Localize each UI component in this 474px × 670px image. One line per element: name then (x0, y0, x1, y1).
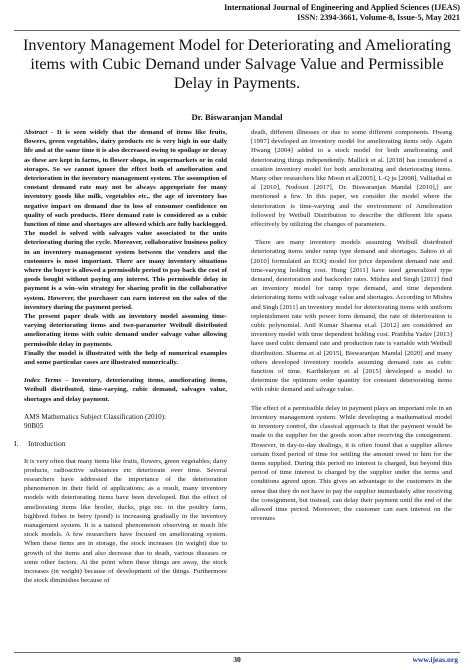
header-rule (14, 30, 460, 31)
abstract-paragraph-2: The present paper deals with an inventory model assuming time-varying deteriorating items and two-parameter Weibull distributed ameliorating items with cubic demand under salvage value allowing permissible delay in payments. (24, 313, 227, 348)
journal-header (224, 3, 460, 23)
index-terms-label: Index Terms (24, 377, 62, 385)
ams-classification (24, 413, 227, 431)
index-terms-text: - Inventory, deteriorating items, ameliorating items, Weibull distributed, time-varying, cubic demand, salvages value, shortages and delay payment. (24, 377, 228, 403)
journal-name: International Journal of Engineering and Applied Sciences (IJEAS) (224, 3, 460, 12)
intro-paragraph: It is very often that many items like fruits, flowers, green vegetables, dairy products, radioactive substances etc deteriorate over time. Several researchers have addressed the importance of the deterioration phenomenon in their field of applications; as a result, many inventory models with deteriorating items have been developed. But the effect of ameliorating items like broiler, ducks, pigs etc. in the poultry farm, highbred fishes in berry (pond) is increasing gradually in the inventory management system. It is a natural phenomenon observing in much life stock models. A few researchers have focused on ameliorating system. When these items are in storage, the stock increases (in weight) due to growth of the items and also decrease due to death, various diseases or some other factors. At the point when these things are away, the stock increases (in weight) because of development of the things. Furthermore the stock diminishes because of (24, 457, 227, 585)
right-paragraph-3: The effect of a permissible delay in payment plays an important role in an inventory management system. While developing a mathematical model in inventory control, the classical approach is that the payment would be made to the supplier for the goods soon after receiving the consignment. However, in day-to-day dealings, it is often found that a supplier allows certain fixed period of time for settling the amount owed to him for the items supplied. During this period no interest is charged, but beyond this period of time interest is charged by the supplier under the terms and conditions agreed upon. This gives an advantage to the customers in the sense that they do not have to pay the supplier immediately after receiving the consignment, but instead, can delay their payment until the end of the allowed time period. Moreover, the customer can earn interest on the revenues (251, 404, 452, 523)
journal-website-link[interactable]: www.ijeas.org (412, 655, 458, 664)
left-column (14, 128, 228, 594)
page-number: 30 (233, 655, 241, 664)
section-title: Introduction (28, 439, 66, 449)
abstract-paragraph-3: Finally the model is illustrated with the help of numerical examples and some particular cases are illustrated numerically. (24, 349, 227, 367)
right-paragraph-2: There are many inventory models assuming Weibull distributed deteriorating items under ramp type demand and shortages. Sahoo et al [2010] formulated an EOQ model for price dependent demand rate and time-varying holding cost. Hung [2011] have used generalized type demand, deterioration and backorder rates. Mishra and Singh [2011] find an inventory model for ramp type demand, and time dependent deteriorating items with salvage value and shortages. According to Mishra and Singh [2011] an inventory model for deteriorating items with uniform replenishment rate with power form demand, the rate of deterioration is cubic polynomial. Anil Kumar Sharma et.al. [2012] are considered an inventory model with time dependent holding cost. Pratibha Yadav [2013] have used cubic demand rate and production rate is variable with Weibull distribution. Sharma et al [2015], Biswaranjan Mandal [2020] and many others developed inventory models assuming demand rate as cubic function of time. Karthikeyan et al [2015] developed a model to determine the optimum order quantity for constant deteriorating items with cubic demand and salvage value. (251, 239, 452, 394)
paper-title: Inventory Management Model for Deteriorating and Ameliorating items with Cubic Demand under Salvage Value and Permissible Delay in Payments. (23, 36, 451, 92)
right-paragraph-1: death, different illnesses or due to some different components. Hwang [1997] developed an inventory model for ameliorating items only. Again Hwang [2004] added to a stock model for both ameliorating and deteriorating things independently. Mallick et al. [2018] has considered a creation inventory model for both ameliorating and deteriorating items. Many other researchers like Moon et al[2005], L-Q ju [2008], Valliathal et al [2010], Nodoust [2017], Dr. Biswaranjan Mandal [2010],] are mentioned a few. In this paper, we consider the model where the deterioration is time-varying and the environment of Amelioration followed by Weibull Distribution to describe the different life spans effectively by utilizing the changes of parameters. (251, 129, 453, 229)
index-terms (24, 376, 227, 404)
abstract-paragraph-1: - It is seen widely that the demand of items like fruits, flowers, green vegetables, dairy products etc is very high in our daily life and at the same time it is also decreased owing to spoilage or decay as these are kept in farms, in flower shops, in supermarkets or in cold storages. So we cannot ignore the effect both of amelioration and deterioration in the inventory management system. The assumption of constant demand rate may not be always appropriate for many inventory goods like milk, vegetables etc., the age of inventory has negative impact on demand due to loss of consumer confidence on quality of such products. Here demand rate is considered as a cubic function of time and shortages are allowed which are fully backlogged. The model is solved with salvages value associated to the units deteriorating during the cycle. Moreover, collaborative business policy in an inventory management system between the venders and the customers is most important. There are many inventory situations where the buyer is allowed a permissible period to pay back the cost of goods bought without paying any interest. This permissible delay in payment is a win–win strategy for sharing profit in the collaborative system. However, the purchaser can earn interest on the sales of the inventory during the payment period. (24, 129, 227, 311)
right-column (251, 128, 452, 532)
footer-rule (14, 652, 460, 653)
ams-code: 90B05 (24, 422, 44, 431)
section-number: I. (14, 439, 19, 449)
ams-label: AMS Mathematics Subject Classification (2010): (24, 412, 167, 421)
abstract (24, 128, 227, 367)
section-heading (14, 439, 227, 449)
abstract-label: Abstract (24, 129, 48, 136)
author-name: Dr. Biswaranjan Mandal (191, 112, 283, 122)
journal-issn: ISSN: 2394-3661, Volume-8, Issue-5, May 2021 (297, 13, 460, 22)
